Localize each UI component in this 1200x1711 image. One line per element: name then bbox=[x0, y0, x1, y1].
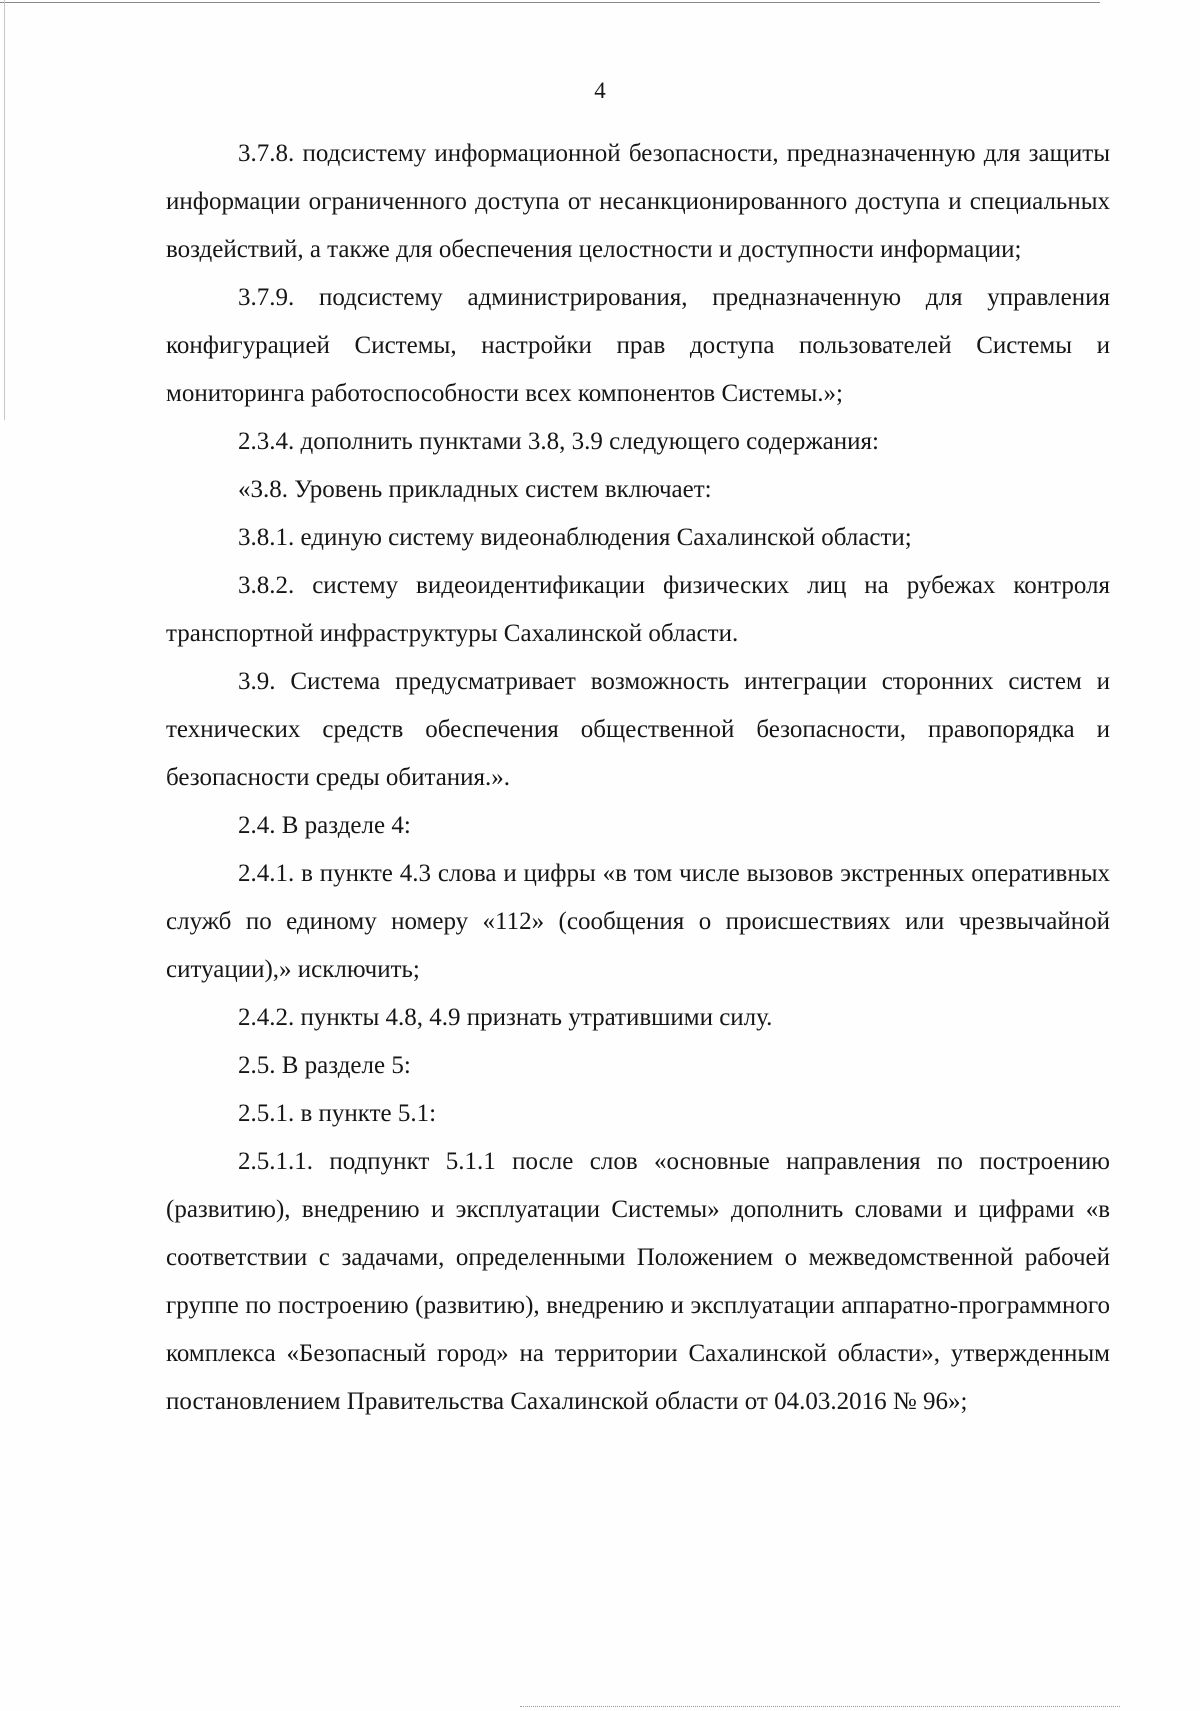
scan-bottom-edge bbox=[520, 1706, 1120, 1707]
paragraph-2-3-4: 2.3.4. дополнить пунктами 3.8, 3.9 следующего содержания: bbox=[238, 428, 879, 455]
paragraph-2-4: 2.4. В разделе 4: bbox=[238, 812, 411, 839]
document-body bbox=[166, 130, 1110, 1426]
paragraph-2-4-2: 2.4.2. пункты 4.8, 4.9 признать утратившими силу. bbox=[238, 1004, 773, 1031]
paragraph-3-8: «3.8. Уровень прикладных систем включает: bbox=[238, 476, 712, 503]
scan-top-edge bbox=[0, 2, 1100, 3]
paragraph-3-7-9: 3.7.9. подсистему администрирования, предназначенную для управления конфигурацией Системы, настройки прав доступа пользователей Системы и мониторинга работоспособности всех компонентов Системы.»; bbox=[166, 284, 1110, 407]
paragraph-3-7-8: 3.7.8. подсистему информационной безопасности, предназначенную для защиты информации ограниченного доступа от несанкционированного доступа и специальных воздействий, а также для обеспечения целостности и доступности информации; bbox=[166, 140, 1110, 263]
paragraph-3-8-1: 3.8.1. единую систему видеонаблюдения Сахалинской области; bbox=[238, 524, 912, 551]
paragraph-2-5-1-1: 2.5.1.1. подпункт 5.1.1 после слов «основные направления по построению (развитию), внедрению и эксплуатации Системы» дополнить словами и цифрами «в соответствии с задачами, определенными Положением о межведомственной рабочей группе по построению (развитию), внедрению и эксплуатации аппаратно-программного комплекса «Безопасный город» на территории Сахалинской области», утвержденным постановлением Правительства Сахалинской области от 04.03.2016 № 96»; bbox=[166, 1148, 1110, 1415]
paragraph-2-4-1: 2.4.1. в пункте 4.3 слова и цифры «в том числе вызовов экстренных оперативных служб по единому номеру «112» (сообщения о происшествиях или чрезвычайной ситуации),» исключить; bbox=[166, 860, 1110, 983]
paragraph-3-9: 3.9. Система предусматривает возможность интеграции сторонних систем и технических средств обеспечения общественной безопасности, правопорядка и безопасности среды обитания.». bbox=[166, 668, 1110, 791]
scan-left-edge bbox=[4, 0, 5, 420]
page-number: 4 bbox=[594, 78, 606, 103]
paragraph-2-5-1: 2.5.1. в пункте 5.1: bbox=[238, 1100, 437, 1127]
paragraph-3-8-2: 3.8.2. систему видеоидентификации физических лиц на рубежах контроля транспортной инфраструктуры Сахалинской области. bbox=[166, 572, 1110, 647]
paragraph-2-5: 2.5. В разделе 5: bbox=[238, 1052, 411, 1079]
